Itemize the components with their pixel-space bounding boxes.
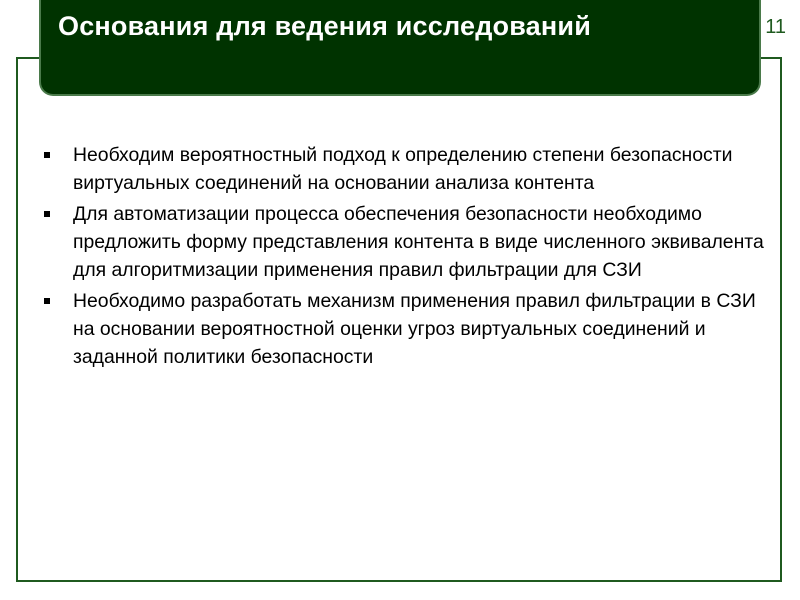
bullet-square-icon [44, 152, 50, 158]
bullet-item [44, 287, 774, 371]
bullet-text: Для автоматизации процесса обеспечения безопасности необходимо предложить форму представления контента в виде численного эквивалента для алгоритмизации применения правил фильтрации для СЗИ [73, 203, 764, 281]
bullet-text: Необходимо разработать механизм применения правил фильтрации в СЗИ на основании вероятностной оценки угроз виртуальных соединений и заданной политики безопасности [73, 290, 756, 368]
bullet-item [44, 141, 774, 197]
slide-title: Основания для ведения исследований [58, 11, 591, 41]
bullet-item [44, 200, 774, 284]
bullet-square-icon [44, 298, 50, 304]
slide-number: 11 [765, 16, 786, 38]
bullet-square-icon [44, 211, 50, 217]
bullet-text: Необходим вероятностный подход к определению степени безопасности виртуальных соединений на основании анализа контента [73, 144, 733, 194]
bullet-list [44, 141, 774, 374]
